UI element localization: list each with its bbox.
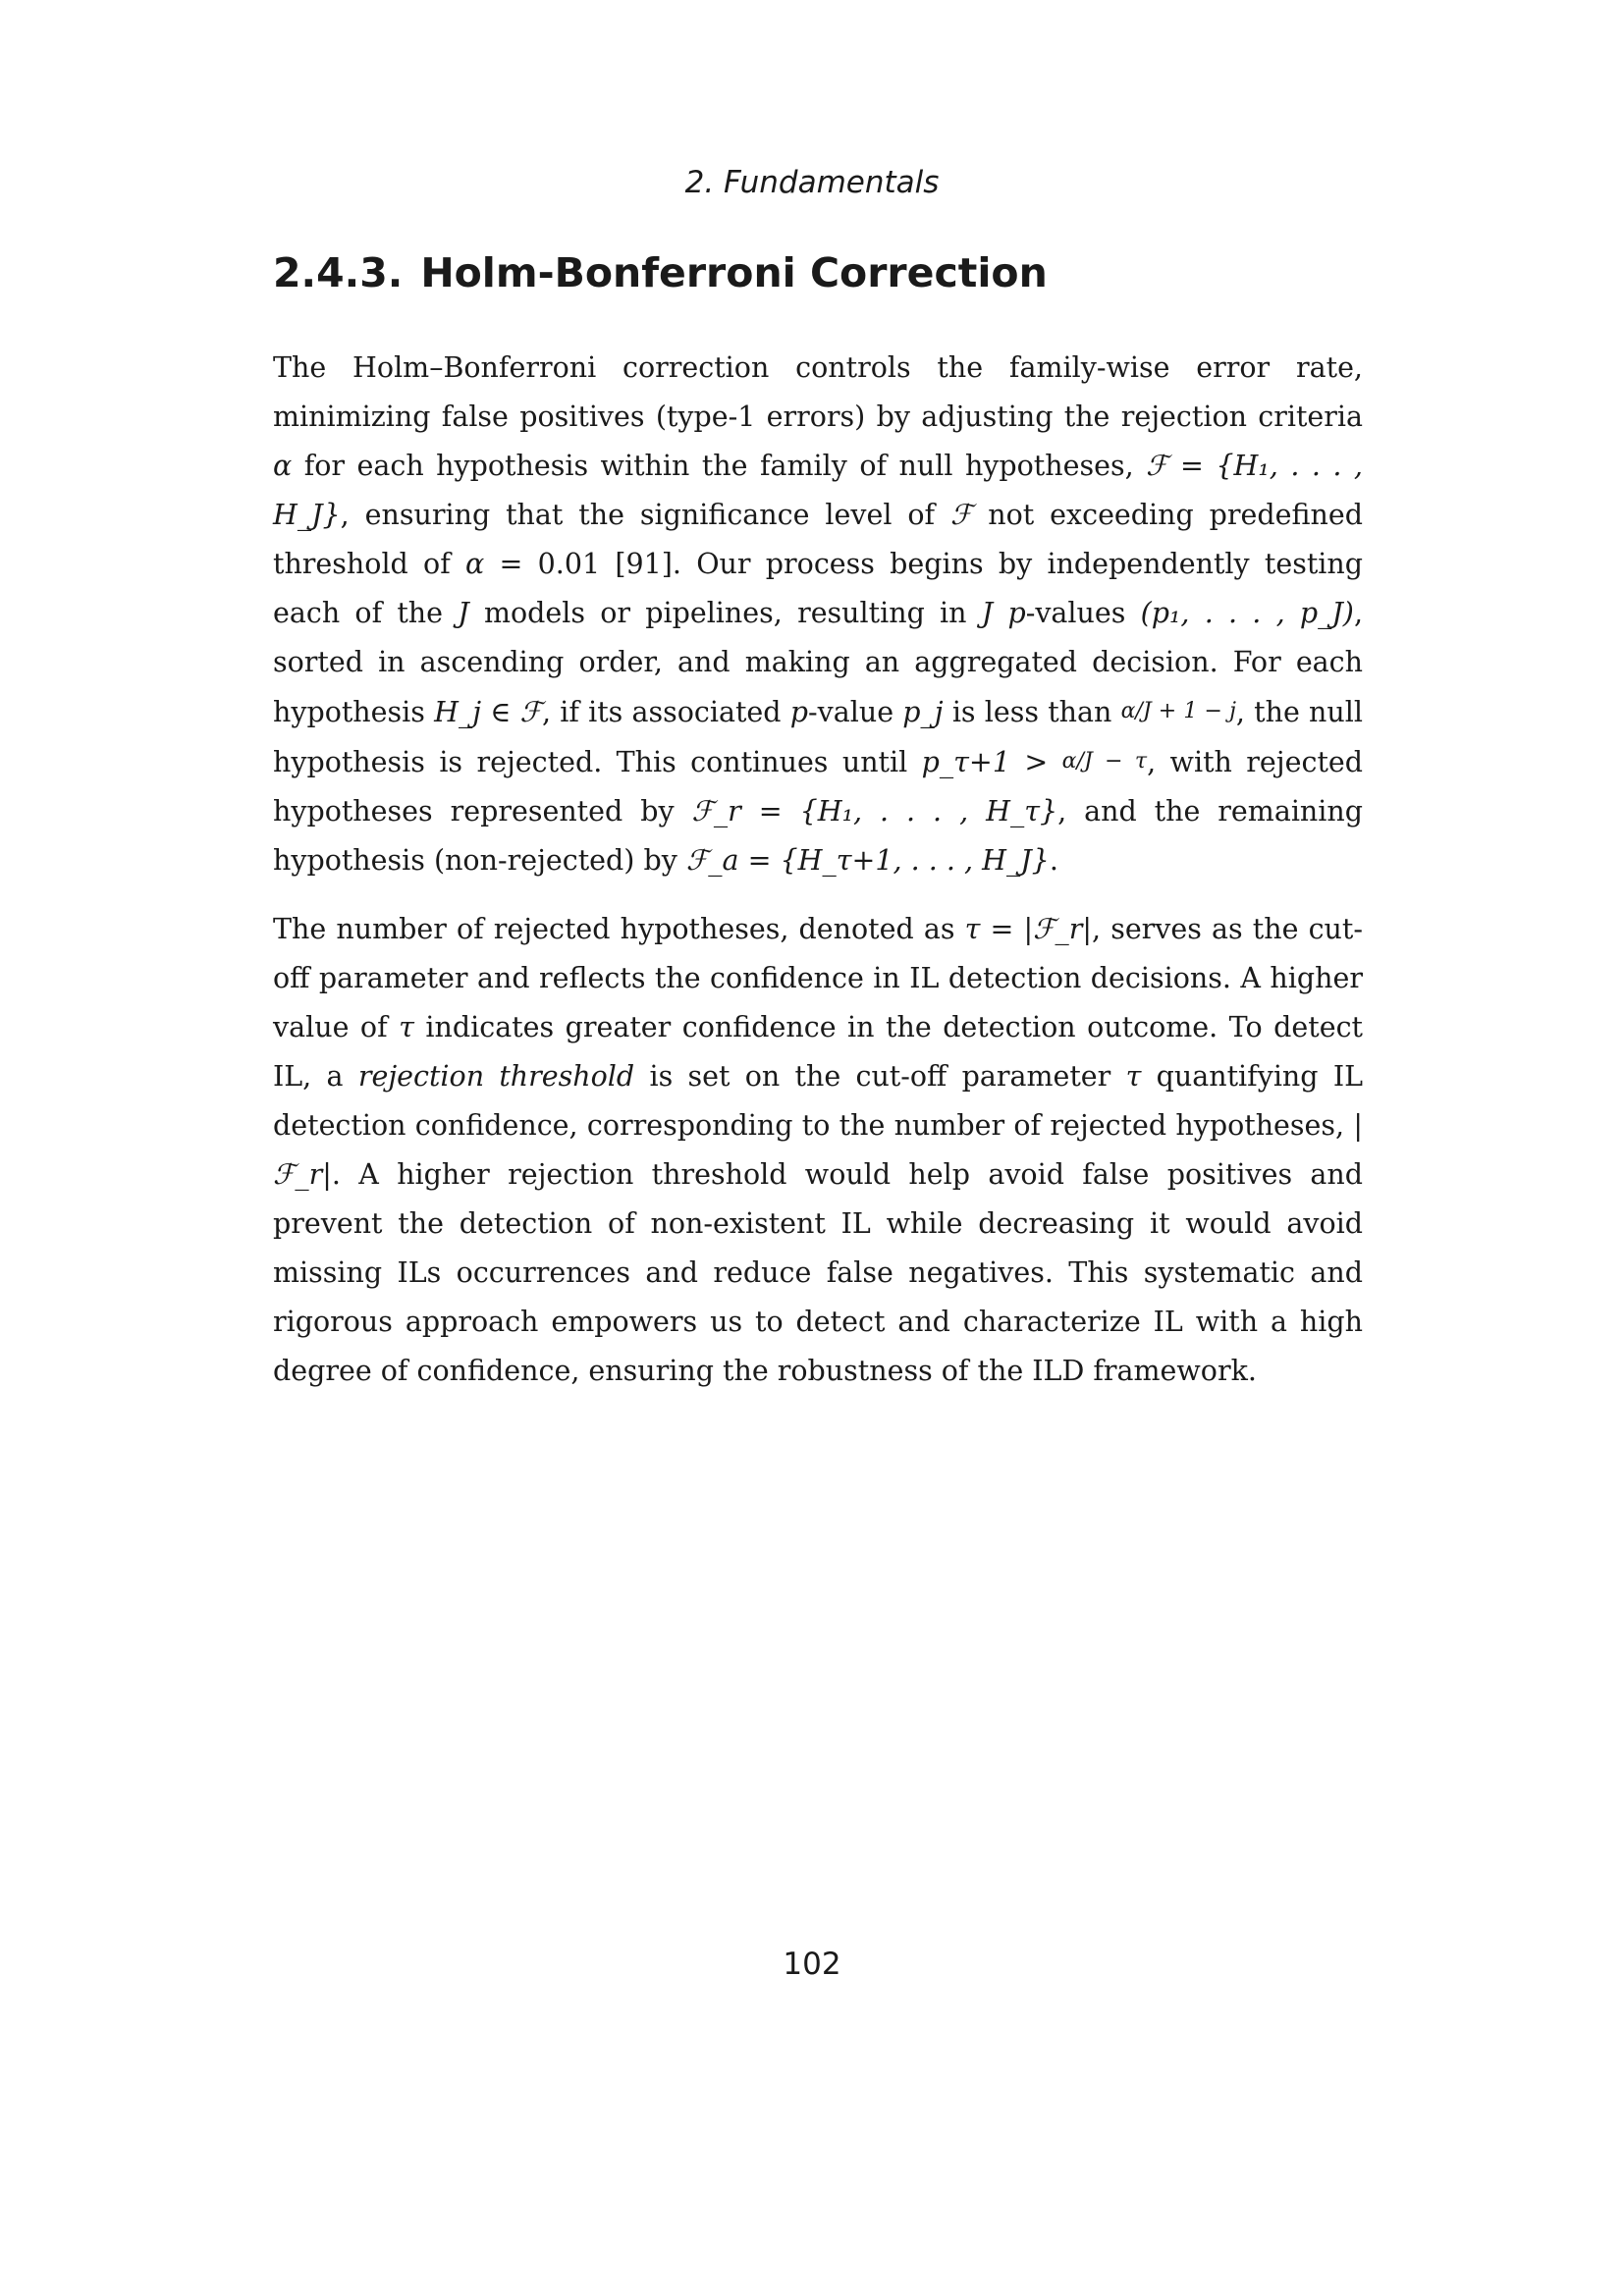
text-run: , and the remaining hypothesis (non-rejected) by bbox=[273, 795, 1363, 877]
math-alpha-equals: α = bbox=[465, 548, 523, 580]
math-tau-equals-cardinality: τ = |ℱ_r| bbox=[964, 913, 1092, 945]
text-run: . A higher rejection threshold would help avoid false positives and prevent the detection of non-existent IL while decreasing it would avoid missing ILs occurrences and reduce false negatives. This systematic and rigorous approach empowers us to detect and characterize IL with a high degree of confidence, ensuring the robustness of the ILD framework. bbox=[273, 1158, 1363, 1387]
text-run: , if its associated bbox=[541, 696, 790, 728]
math-J: J bbox=[981, 597, 994, 629]
text-run: is less than bbox=[943, 696, 1121, 728]
math-p-j: p_j bbox=[902, 696, 944, 728]
text-run: indicates greater confidence in the detection outcome. To detect IL, a bbox=[273, 1011, 1363, 1093]
text-run: models or pipelines, resulting in bbox=[468, 597, 982, 629]
math-alpha: α bbox=[273, 450, 293, 482]
text-run: not exceeding predefined threshold of bbox=[273, 499, 1363, 580]
math-J: J bbox=[458, 597, 469, 629]
paragraph-rejection-threshold bbox=[273, 905, 1363, 1396]
math-hypothesis-membership: H_j ∈ ℱ bbox=[434, 696, 542, 728]
math-holm-threshold-fraction: α/J + 1 − j bbox=[1120, 699, 1236, 723]
section-number: 2.4.3. bbox=[273, 249, 404, 296]
section-heading bbox=[273, 249, 1048, 296]
text-run: , serves as the cut-off parameter and reflects the confidence in IL detection decisions. A higher value of bbox=[273, 913, 1363, 1043]
text-run: , the null hypothesis is rejected. This continues until bbox=[273, 696, 1363, 778]
math-p-values-tuple: (p₁, . . . , p_J) bbox=[1140, 597, 1354, 629]
text-run bbox=[993, 597, 1007, 629]
text-run: -values bbox=[1025, 597, 1141, 629]
math-p-tau-plus-one: p_τ+1 > bbox=[921, 746, 1049, 778]
text-run bbox=[1048, 746, 1061, 778]
math-rejected-set: ℱ_r = {H₁, . . . , H_τ} bbox=[691, 795, 1058, 828]
section-title: Holm-Bonferroni Correction bbox=[420, 249, 1048, 296]
running-header: 2. Fundamentals bbox=[684, 165, 940, 200]
math-stop-threshold-fraction: α/J − τ bbox=[1061, 749, 1148, 774]
paragraph-holm-bonferroni-definition bbox=[273, 344, 1363, 885]
text-run: 0.01 [91]. Our process begins by independently testing each of the bbox=[273, 548, 1364, 629]
text-run: The Holm–Bonferroni correction controls the family-wise error rate, minimizing false positives (type-1 errors) by adjusting the rejection criteria bbox=[273, 351, 1363, 433]
math-tau: τ bbox=[1125, 1060, 1142, 1093]
text-run: , sorted in ascending order, and making an aggregated decision. For each hypothesis bbox=[273, 597, 1363, 728]
math-accepted-set: ℱ_a = {H_τ+1, . . . , H_J} bbox=[685, 844, 1050, 877]
text-run: -value bbox=[808, 696, 903, 728]
text-run: for each hypothesis within the family of null hypotheses, bbox=[292, 450, 1147, 482]
math-family-symbol: ℱ bbox=[949, 499, 973, 531]
text-run: . bbox=[1049, 844, 1058, 877]
text-run: , with rejected hypotheses represented by bbox=[273, 746, 1364, 828]
text-run: quantifying IL detection confidence, corresponding to the number of rejected hypotheses, bbox=[273, 1060, 1364, 1142]
page-number: 102 bbox=[783, 1947, 841, 1982]
math-p: p bbox=[789, 696, 808, 728]
math-tau: τ bbox=[399, 1011, 414, 1043]
text-run: , ensuring that the significance level of bbox=[340, 499, 950, 531]
body-text bbox=[273, 344, 1363, 1396]
emphasis-rejection-threshold: rejection threshold bbox=[357, 1060, 635, 1093]
text-run: The number of rejected hypotheses, denoted as bbox=[273, 913, 965, 945]
math-rejected-count: |ℱ_r| bbox=[273, 1109, 1363, 1191]
text-run: is set on the cut-off parameter bbox=[634, 1060, 1126, 1093]
math-p: p bbox=[1007, 597, 1026, 629]
math-family-of-hypotheses: ℱ = {H₁, . . . , H_J} bbox=[273, 450, 1363, 531]
